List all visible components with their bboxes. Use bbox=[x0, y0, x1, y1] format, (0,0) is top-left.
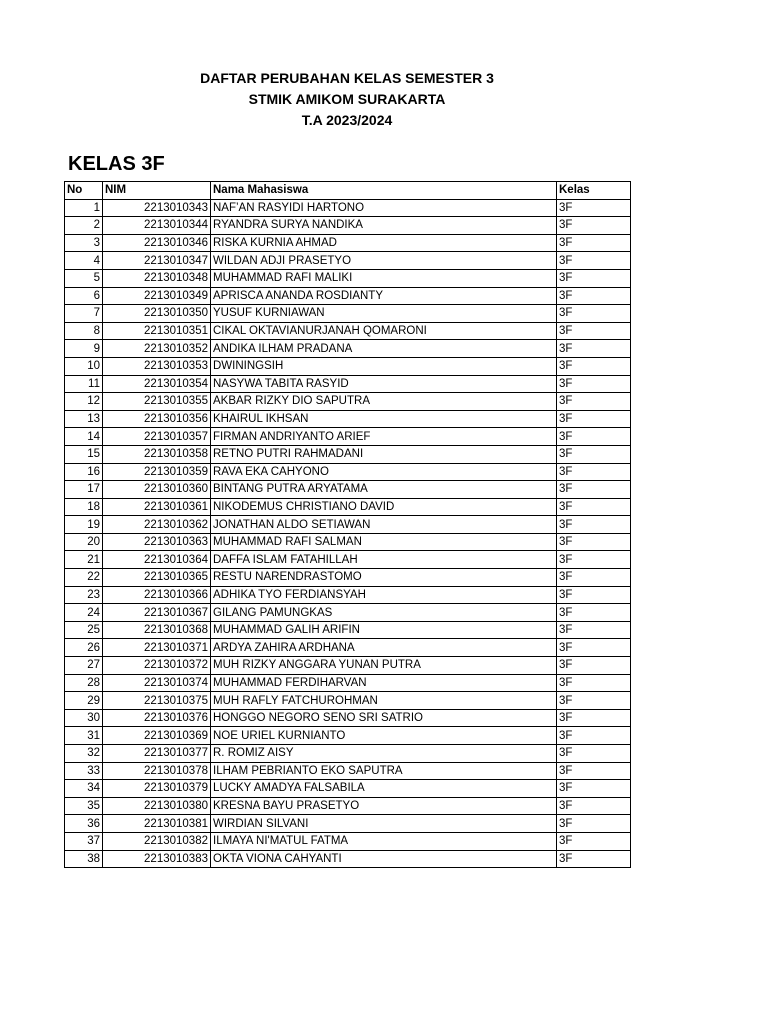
table-row bbox=[65, 709, 631, 727]
table-row bbox=[65, 569, 631, 587]
cell-nim: 2213010357 bbox=[103, 428, 211, 446]
table-row bbox=[65, 322, 631, 340]
column-header-nama: Nama Mahasiswa bbox=[211, 182, 557, 200]
cell-kelas: 3F bbox=[557, 217, 631, 235]
cell-no: 30 bbox=[65, 709, 103, 727]
table-row bbox=[65, 199, 631, 217]
cell-nim: 2213010374 bbox=[103, 674, 211, 692]
cell-kelas: 3F bbox=[557, 322, 631, 340]
cell-nim: 2213010358 bbox=[103, 445, 211, 463]
cell-no: 34 bbox=[65, 780, 103, 798]
cell-nama: ILMAYA NI'MATUL FATMA bbox=[211, 832, 557, 850]
cell-nama: YUSUF KURNIAWAN bbox=[211, 305, 557, 323]
cell-kelas: 3F bbox=[557, 410, 631, 428]
table-row bbox=[65, 340, 631, 358]
cell-nim: 2213010363 bbox=[103, 533, 211, 551]
cell-nim: 2213010369 bbox=[103, 727, 211, 745]
cell-nim: 2213010356 bbox=[103, 410, 211, 428]
cell-kelas: 3F bbox=[557, 287, 631, 305]
header-line-2: STMIK AMIKOM SURAKARTA bbox=[248, 91, 446, 107]
cell-kelas: 3F bbox=[557, 692, 631, 710]
cell-nim: 2213010368 bbox=[103, 621, 211, 639]
cell-nama: ILHAM PEBRIANTO EKO SAPUTRA bbox=[211, 762, 557, 780]
cell-nama: WIRDIAN SILVANI bbox=[211, 815, 557, 833]
cell-kelas: 3F bbox=[557, 498, 631, 516]
cell-no: 32 bbox=[65, 745, 103, 763]
cell-nama: JONATHAN ALDO SETIAWAN bbox=[211, 516, 557, 534]
cell-kelas: 3F bbox=[557, 674, 631, 692]
cell-no: 18 bbox=[65, 498, 103, 516]
table-row bbox=[65, 252, 631, 270]
cell-nim: 2213010375 bbox=[103, 692, 211, 710]
cell-nim: 2213010359 bbox=[103, 463, 211, 481]
cell-kelas: 3F bbox=[557, 463, 631, 481]
cell-nim: 2213010376 bbox=[103, 709, 211, 727]
cell-nama: NIKODEMUS CHRISTIANO DAVID bbox=[211, 498, 557, 516]
cell-kelas: 3F bbox=[557, 621, 631, 639]
cell-nim: 2213010366 bbox=[103, 586, 211, 604]
cell-nim: 2213010383 bbox=[103, 850, 211, 868]
table-row bbox=[65, 674, 631, 692]
table-row bbox=[65, 305, 631, 323]
cell-kelas: 3F bbox=[557, 340, 631, 358]
cell-no: 10 bbox=[65, 357, 103, 375]
cell-no: 28 bbox=[65, 674, 103, 692]
cell-nama: FIRMAN ANDRIYANTO ARIEF bbox=[211, 428, 557, 446]
cell-nim: 2213010344 bbox=[103, 217, 211, 235]
cell-no: 31 bbox=[65, 727, 103, 745]
cell-nama: AKBAR RIZKY DIO SAPUTRA bbox=[211, 393, 557, 411]
cell-no: 2 bbox=[65, 217, 103, 235]
cell-no: 24 bbox=[65, 604, 103, 622]
cell-nim: 2213010347 bbox=[103, 252, 211, 270]
cell-no: 14 bbox=[65, 428, 103, 446]
cell-kelas: 3F bbox=[557, 533, 631, 551]
cell-nim: 2213010348 bbox=[103, 269, 211, 287]
table-body bbox=[65, 199, 631, 868]
cell-kelas: 3F bbox=[557, 481, 631, 499]
cell-nim: 2213010346 bbox=[103, 234, 211, 252]
table-row bbox=[65, 498, 631, 516]
cell-nim: 2213010377 bbox=[103, 745, 211, 763]
cell-kelas: 3F bbox=[557, 657, 631, 675]
table-row bbox=[65, 621, 631, 639]
cell-kelas: 3F bbox=[557, 850, 631, 868]
cell-nama: OKTA VIONA CAHYANTI bbox=[211, 850, 557, 868]
class-title: KELAS 3F bbox=[68, 153, 165, 175]
cell-nim: 2213010360 bbox=[103, 481, 211, 499]
cell-nama: RAVA EKA CAHYONO bbox=[211, 463, 557, 481]
cell-nama: ANDIKA ILHAM PRADANA bbox=[211, 340, 557, 358]
table-row bbox=[65, 586, 631, 604]
table-row bbox=[65, 533, 631, 551]
cell-no: 11 bbox=[65, 375, 103, 393]
cell-nim: 2213010378 bbox=[103, 762, 211, 780]
table-row bbox=[65, 357, 631, 375]
cell-nim: 2213010372 bbox=[103, 657, 211, 675]
cell-nama: NAF’AN RASYIDI HARTONO bbox=[211, 199, 557, 217]
cell-nim: 2213010355 bbox=[103, 393, 211, 411]
cell-nim: 2213010381 bbox=[103, 815, 211, 833]
table-row bbox=[65, 463, 631, 481]
cell-kelas: 3F bbox=[557, 797, 631, 815]
cell-nim: 2213010351 bbox=[103, 322, 211, 340]
table-row bbox=[65, 287, 631, 305]
cell-nim: 2213010362 bbox=[103, 516, 211, 534]
document-header bbox=[0, 68, 694, 131]
table-row bbox=[65, 762, 631, 780]
cell-no: 13 bbox=[65, 410, 103, 428]
cell-nim: 2213010343 bbox=[103, 199, 211, 217]
cell-nama: WILDAN ADJI PRASETYO bbox=[211, 252, 557, 270]
cell-no: 9 bbox=[65, 340, 103, 358]
cell-kelas: 3F bbox=[557, 445, 631, 463]
cell-nama: RETNO PUTRI RAHMADANI bbox=[211, 445, 557, 463]
cell-nama: RYANDRA SURYA NANDIKA bbox=[211, 217, 557, 235]
cell-kelas: 3F bbox=[557, 815, 631, 833]
table-row bbox=[65, 393, 631, 411]
cell-no: 20 bbox=[65, 533, 103, 551]
cell-nama: KHAIRUL IKHSAN bbox=[211, 410, 557, 428]
table-row bbox=[65, 551, 631, 569]
cell-nama: HONGGO NEGORO SENO SRI SATRIO bbox=[211, 709, 557, 727]
table-row bbox=[65, 428, 631, 446]
table-row bbox=[65, 745, 631, 763]
cell-nama: MUHAMMAD RAFI MALIKI bbox=[211, 269, 557, 287]
cell-kelas: 3F bbox=[557, 709, 631, 727]
table-row bbox=[65, 639, 631, 657]
cell-kelas: 3F bbox=[557, 252, 631, 270]
cell-kelas: 3F bbox=[557, 234, 631, 252]
cell-kelas: 3F bbox=[557, 604, 631, 622]
table-row bbox=[65, 797, 631, 815]
cell-nama: MUH RAFLY FATCHUROHMAN bbox=[211, 692, 557, 710]
cell-kelas: 3F bbox=[557, 832, 631, 850]
cell-no: 16 bbox=[65, 463, 103, 481]
cell-no: 23 bbox=[65, 586, 103, 604]
cell-no: 22 bbox=[65, 569, 103, 587]
cell-nama: MUH RIZKY ANGGARA YUNAN PUTRA bbox=[211, 657, 557, 675]
cell-no: 8 bbox=[65, 322, 103, 340]
cell-kelas: 3F bbox=[557, 357, 631, 375]
cell-kelas: 3F bbox=[557, 551, 631, 569]
cell-nim: 2213010367 bbox=[103, 604, 211, 622]
cell-kelas: 3F bbox=[557, 516, 631, 534]
table-row bbox=[65, 850, 631, 868]
cell-nama: DWININGSIH bbox=[211, 357, 557, 375]
cell-no: 33 bbox=[65, 762, 103, 780]
table-row bbox=[65, 410, 631, 428]
cell-no: 5 bbox=[65, 269, 103, 287]
table-row bbox=[65, 832, 631, 850]
cell-nama: RISKA KURNIA AHMAD bbox=[211, 234, 557, 252]
cell-nim: 2213010352 bbox=[103, 340, 211, 358]
cell-nama: NASYWA TABITA RASYID bbox=[211, 375, 557, 393]
table-row bbox=[65, 604, 631, 622]
cell-nim: 2213010349 bbox=[103, 287, 211, 305]
table-row bbox=[65, 481, 631, 499]
cell-nama: MUHAMMAD FERDIHARVAN bbox=[211, 674, 557, 692]
cell-kelas: 3F bbox=[557, 305, 631, 323]
cell-no: 36 bbox=[65, 815, 103, 833]
cell-no: 17 bbox=[65, 481, 103, 499]
cell-nama: RESTU NARENDRASTOMO bbox=[211, 569, 557, 587]
cell-nim: 2213010382 bbox=[103, 832, 211, 850]
table-row bbox=[65, 692, 631, 710]
cell-no: 7 bbox=[65, 305, 103, 323]
cell-nim: 2213010365 bbox=[103, 569, 211, 587]
cell-no: 26 bbox=[65, 639, 103, 657]
cell-nama: NOE URIEL KURNIANTO bbox=[211, 727, 557, 745]
cell-no: 3 bbox=[65, 234, 103, 252]
cell-kelas: 3F bbox=[557, 762, 631, 780]
cell-nama: R. ROMIZ AISY bbox=[211, 745, 557, 763]
cell-nama: APRISCA ANANDA ROSDIANTY bbox=[211, 287, 557, 305]
cell-kelas: 3F bbox=[557, 639, 631, 657]
cell-no: 29 bbox=[65, 692, 103, 710]
cell-nama: LUCKY AMADYA FALSABILA bbox=[211, 780, 557, 798]
cell-nim: 2213010380 bbox=[103, 797, 211, 815]
cell-nim: 2213010350 bbox=[103, 305, 211, 323]
column-header-nim: NIM bbox=[103, 182, 211, 200]
cell-kelas: 3F bbox=[557, 269, 631, 287]
cell-no: 21 bbox=[65, 551, 103, 569]
cell-nama: MUHAMMAD RAFI SALMAN bbox=[211, 533, 557, 551]
table-header-row bbox=[65, 182, 631, 200]
column-header-no: No bbox=[65, 182, 103, 200]
table-row bbox=[65, 234, 631, 252]
cell-nama: DAFFA ISLAM FATAHILLAH bbox=[211, 551, 557, 569]
cell-nim: 2213010353 bbox=[103, 357, 211, 375]
cell-no: 1 bbox=[65, 199, 103, 217]
student-table bbox=[64, 181, 631, 868]
table-row bbox=[65, 780, 631, 798]
table-row bbox=[65, 516, 631, 534]
cell-kelas: 3F bbox=[557, 586, 631, 604]
cell-no: 6 bbox=[65, 287, 103, 305]
table-row bbox=[65, 657, 631, 675]
cell-nim: 2213010361 bbox=[103, 498, 211, 516]
cell-nim: 2213010364 bbox=[103, 551, 211, 569]
cell-no: 4 bbox=[65, 252, 103, 270]
cell-nama: ADHIKA TYO FERDIANSYAH bbox=[211, 586, 557, 604]
cell-nama: ARDYA ZAHIRA ARDHANA bbox=[211, 639, 557, 657]
cell-kelas: 3F bbox=[557, 780, 631, 798]
cell-no: 38 bbox=[65, 850, 103, 868]
cell-kelas: 3F bbox=[557, 375, 631, 393]
cell-no: 27 bbox=[65, 657, 103, 675]
header-line-1: DAFTAR PERUBAHAN KELAS SEMESTER 3 bbox=[200, 70, 494, 86]
table-row bbox=[65, 217, 631, 235]
header-line-3: T.A 2023/2024 bbox=[301, 112, 393, 128]
cell-kelas: 3F bbox=[557, 569, 631, 587]
cell-no: 37 bbox=[65, 832, 103, 850]
cell-nim: 2213010371 bbox=[103, 639, 211, 657]
table-row bbox=[65, 269, 631, 287]
cell-nim: 2213010379 bbox=[103, 780, 211, 798]
cell-no: 35 bbox=[65, 797, 103, 815]
column-header-kelas: Kelas bbox=[557, 182, 631, 200]
cell-kelas: 3F bbox=[557, 199, 631, 217]
table-row bbox=[65, 375, 631, 393]
cell-nama: CIKAL OKTAVIANURJANAH QOMARONI bbox=[211, 322, 557, 340]
cell-nama: KRESNA BAYU PRASETYO bbox=[211, 797, 557, 815]
cell-kelas: 3F bbox=[557, 727, 631, 745]
table-row bbox=[65, 815, 631, 833]
cell-kelas: 3F bbox=[557, 393, 631, 411]
cell-nama: MUHAMMAD GALIH ARIFIN bbox=[211, 621, 557, 639]
cell-kelas: 3F bbox=[557, 428, 631, 446]
cell-nim: 2213010354 bbox=[103, 375, 211, 393]
table-row bbox=[65, 445, 631, 463]
cell-nama: BINTANG PUTRA ARYATAMA bbox=[211, 481, 557, 499]
cell-no: 19 bbox=[65, 516, 103, 534]
cell-no: 25 bbox=[65, 621, 103, 639]
cell-kelas: 3F bbox=[557, 745, 631, 763]
cell-no: 12 bbox=[65, 393, 103, 411]
cell-nama: GILANG PAMUNGKAS bbox=[211, 604, 557, 622]
table-row bbox=[65, 727, 631, 745]
cell-no: 15 bbox=[65, 445, 103, 463]
